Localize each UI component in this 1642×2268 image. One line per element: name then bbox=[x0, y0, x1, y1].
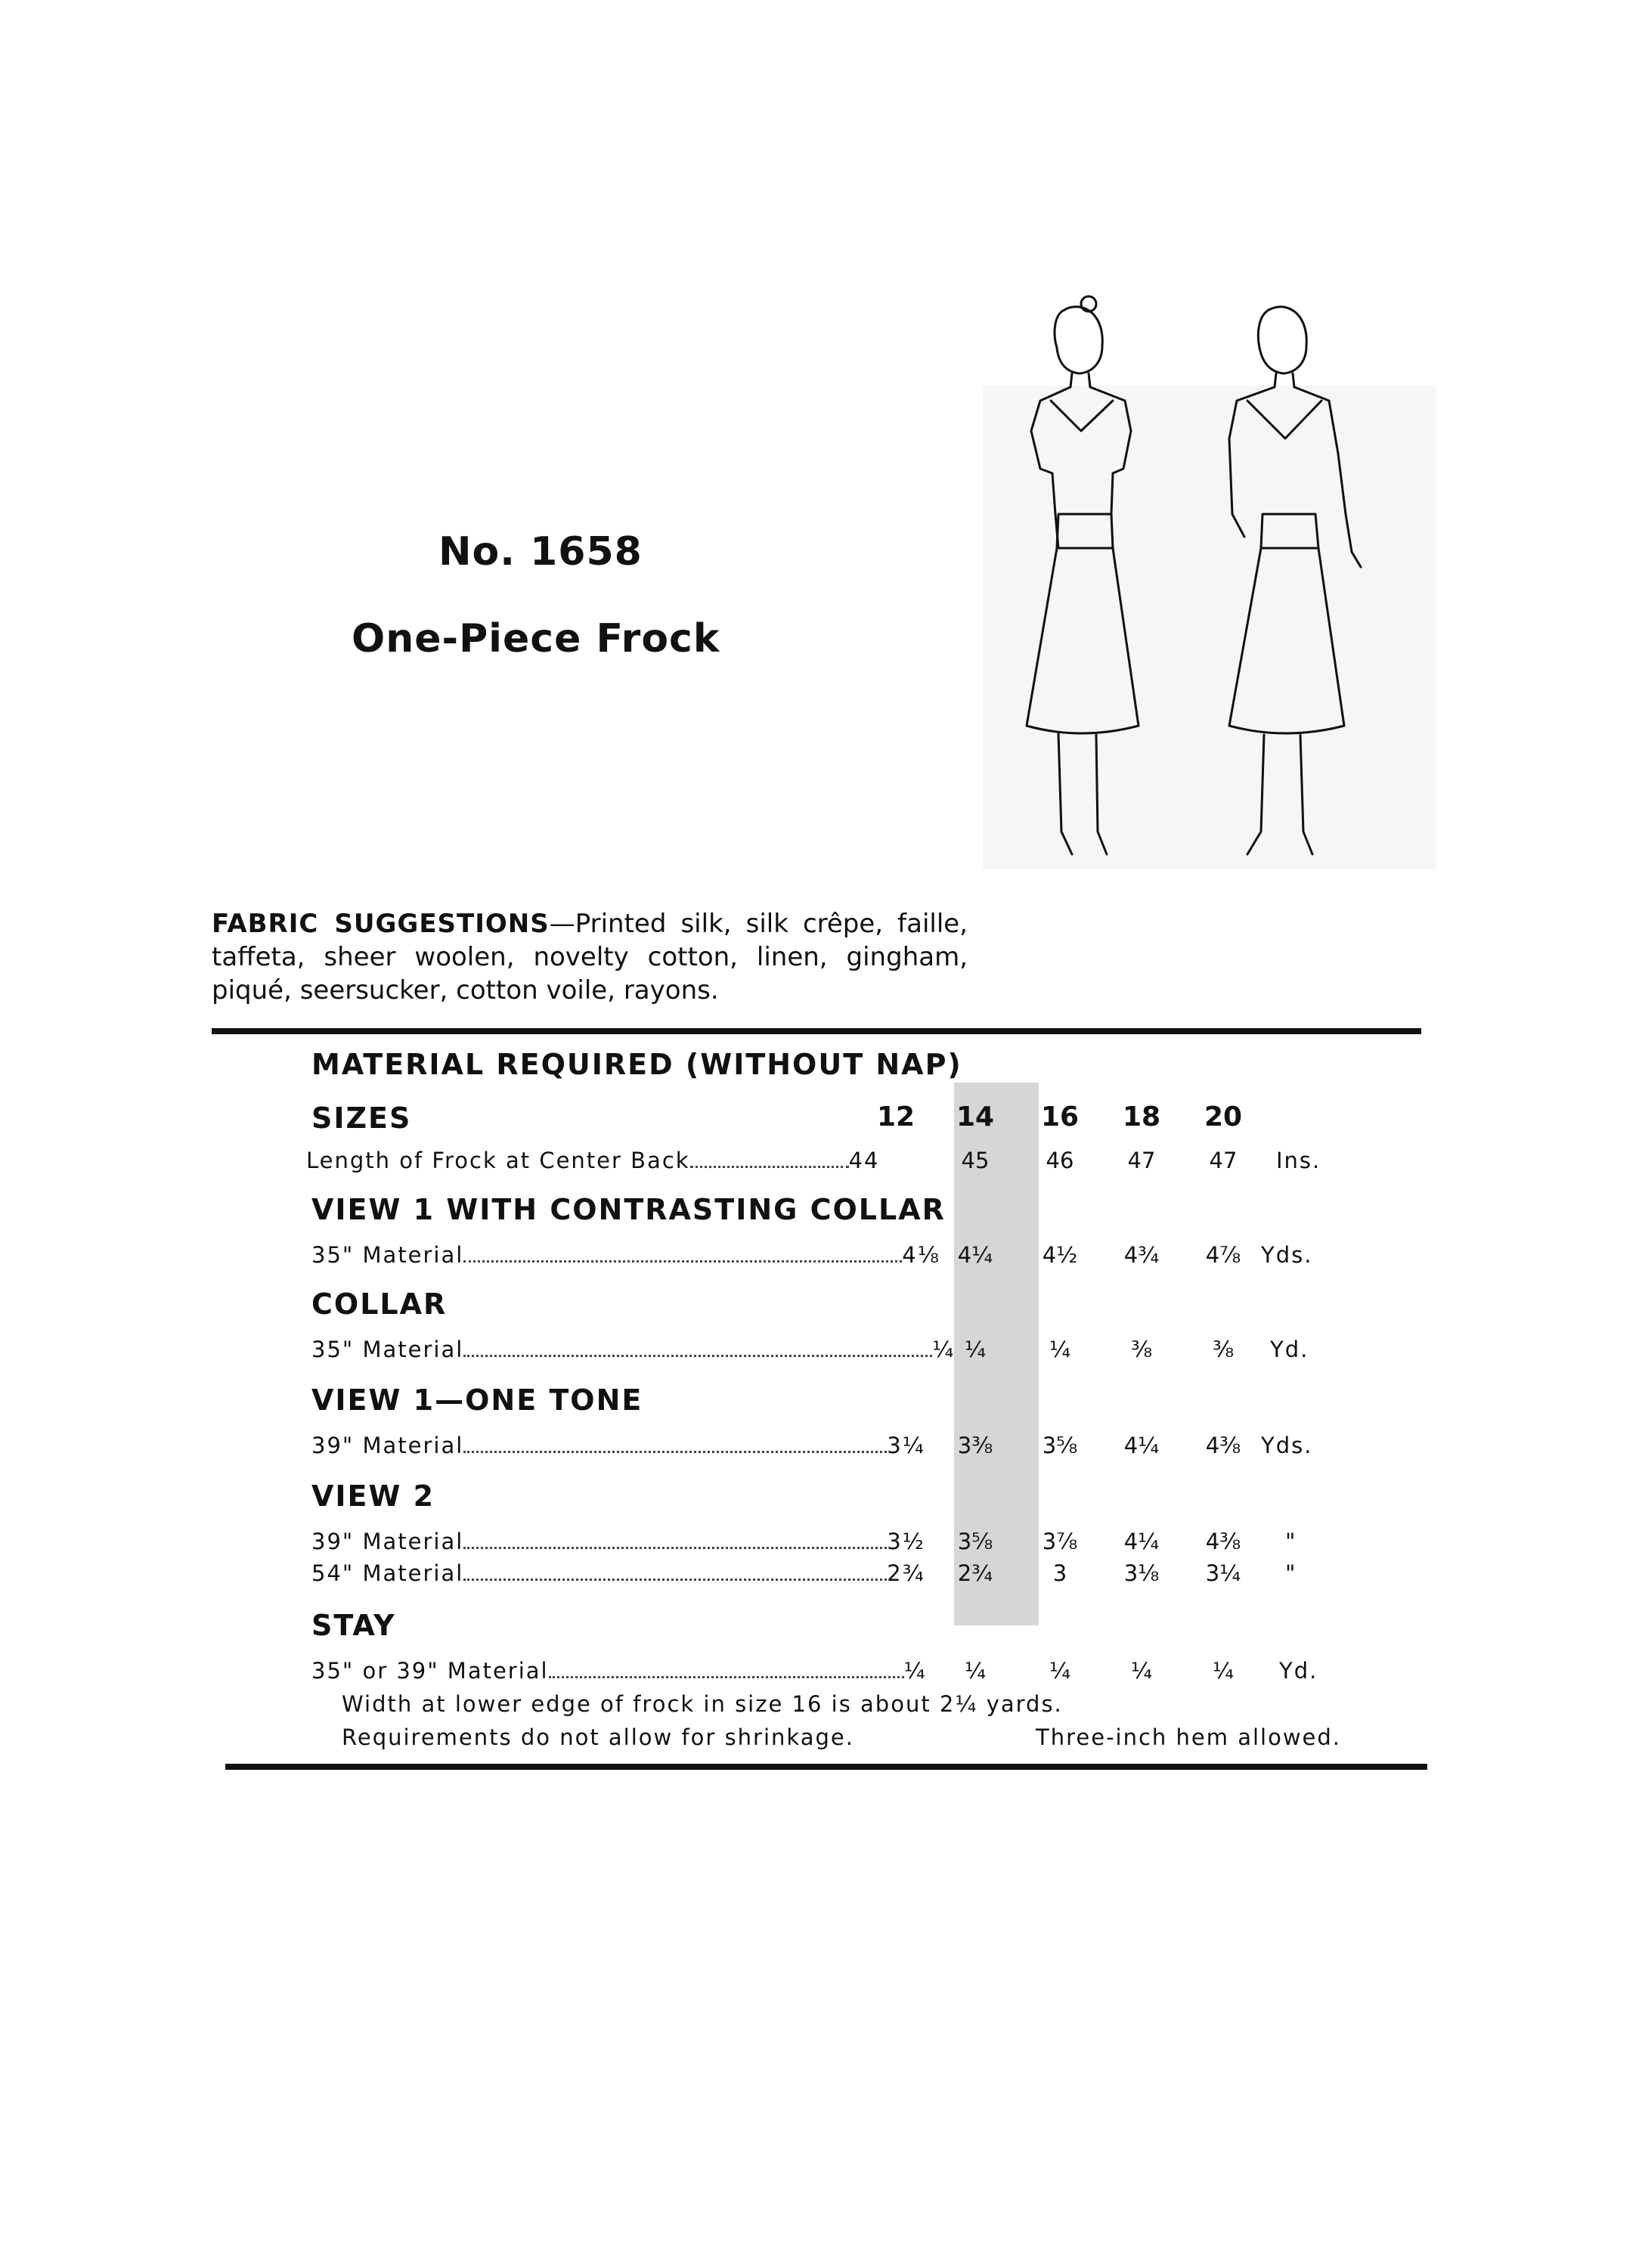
value-12: 3½ bbox=[887, 1529, 925, 1554]
value-14: ¼ bbox=[964, 1337, 987, 1362]
value-16: ¼ bbox=[1049, 1658, 1071, 1684]
dress-illustration bbox=[983, 287, 1436, 960]
fabric-suggestions bbox=[212, 907, 968, 1007]
pattern-number: No. 1658 bbox=[438, 529, 643, 575]
section-view1-onetone-title: VIEW 1—ONE TONE bbox=[311, 1383, 643, 1417]
note-hem: Three-inch hem allowed. bbox=[1036, 1724, 1342, 1750]
size-14: 14 bbox=[956, 1101, 995, 1132]
note-shrinkage: Requirements do not allow for shrinkage. bbox=[342, 1724, 854, 1750]
view1-contrast-row bbox=[311, 1242, 940, 1268]
value-12: 2¾ bbox=[887, 1560, 925, 1586]
value-12: 4⅛ bbox=[902, 1242, 940, 1268]
value-14: ¼ bbox=[964, 1658, 987, 1684]
value-20: 4⅜ bbox=[1205, 1433, 1241, 1458]
stay-row bbox=[311, 1658, 927, 1684]
length-20: 47 bbox=[1209, 1148, 1238, 1173]
value-18: 3⅛ bbox=[1123, 1560, 1160, 1586]
size-16: 16 bbox=[1040, 1101, 1080, 1132]
sizes-label: SIZES bbox=[311, 1101, 412, 1135]
length-16: 46 bbox=[1046, 1148, 1074, 1173]
length-12: 44 bbox=[848, 1148, 880, 1173]
size-18: 18 bbox=[1122, 1101, 1161, 1132]
unit: Yds. bbox=[1261, 1433, 1313, 1458]
length-14: 45 bbox=[961, 1148, 990, 1173]
section-stay-title: STAY bbox=[311, 1609, 396, 1642]
unit: Yds. bbox=[1261, 1242, 1313, 1268]
size-20: 20 bbox=[1204, 1101, 1243, 1132]
value-20: 4⅜ bbox=[1205, 1529, 1241, 1554]
value-12: ¼ bbox=[903, 1658, 927, 1684]
value-16: ¼ bbox=[1049, 1337, 1071, 1362]
row-label: 39" Material bbox=[311, 1529, 464, 1554]
value-14: 4¼ bbox=[957, 1242, 993, 1268]
section-view1-contrast-title: VIEW 1 WITH CONTRASTING COLLAR bbox=[311, 1193, 946, 1226]
value-20: 3¼ bbox=[1205, 1560, 1241, 1586]
length-unit: Ins. bbox=[1276, 1148, 1321, 1173]
unit: Yd. bbox=[1279, 1658, 1318, 1684]
value-14: 3⅝ bbox=[957, 1529, 993, 1554]
value-18: 4¾ bbox=[1123, 1242, 1160, 1268]
view2-row-54 bbox=[311, 1560, 925, 1586]
pattern-name: One-Piece Frock bbox=[352, 616, 720, 662]
section-collar-title: COLLAR bbox=[311, 1287, 448, 1321]
material-heading: MATERIAL REQUIRED (WITHOUT NAP) bbox=[311, 1048, 962, 1081]
length-row bbox=[306, 1148, 903, 1173]
value-18: ¼ bbox=[1130, 1658, 1153, 1684]
view2-row-39 bbox=[311, 1529, 925, 1554]
row-label: 35" or 39" Material bbox=[311, 1658, 549, 1684]
fabric-text: —Printed silk, silk crêpe, faille, taffeta, sheer woolen, novelty cotton, linen, gingham, piqué, seersucker, cotton voile, rayons. bbox=[212, 909, 968, 1005]
value-20: ¼ bbox=[1212, 1658, 1235, 1684]
row-label: 54" Material bbox=[311, 1560, 464, 1586]
value-16: 3 bbox=[1052, 1560, 1067, 1586]
value-16: 4½ bbox=[1042, 1242, 1078, 1268]
value-16: 3⅝ bbox=[1042, 1433, 1078, 1458]
row-label: 39" Material bbox=[311, 1433, 464, 1458]
bottom-rule bbox=[225, 1764, 1427, 1770]
value-16: 3⅞ bbox=[1042, 1529, 1078, 1554]
value-18: 4¼ bbox=[1123, 1529, 1160, 1554]
note-width: Width at lower edge of frock in size 16 is about 2¼ yards. bbox=[342, 1691, 1063, 1717]
row-label: 35" Material bbox=[311, 1242, 464, 1268]
row-label: 35" Material bbox=[311, 1337, 464, 1362]
section-view2-title: VIEW 2 bbox=[311, 1479, 435, 1513]
view1-onetone-row bbox=[311, 1433, 925, 1458]
value-14: 2¾ bbox=[957, 1560, 993, 1586]
unit: " bbox=[1285, 1529, 1297, 1554]
collar-row bbox=[311, 1337, 955, 1362]
value-12: ¼ bbox=[932, 1337, 956, 1362]
value-18: 4¼ bbox=[1123, 1433, 1160, 1458]
value-12: 3¼ bbox=[887, 1433, 925, 1458]
fabric-heading: FABRIC SUGGESTIONS bbox=[212, 909, 550, 939]
length-label: Length of Frock at Center Back bbox=[306, 1148, 690, 1173]
value-20: ⅜ bbox=[1212, 1337, 1235, 1362]
length-18: 47 bbox=[1127, 1148, 1156, 1173]
unit: " bbox=[1285, 1560, 1297, 1586]
value-20: 4⅞ bbox=[1205, 1242, 1241, 1268]
size-12: 12 bbox=[876, 1101, 915, 1132]
top-rule bbox=[212, 1028, 1421, 1034]
value-14: 3⅜ bbox=[957, 1433, 993, 1458]
unit: Yd. bbox=[1270, 1337, 1309, 1362]
value-18: ⅜ bbox=[1130, 1337, 1153, 1362]
